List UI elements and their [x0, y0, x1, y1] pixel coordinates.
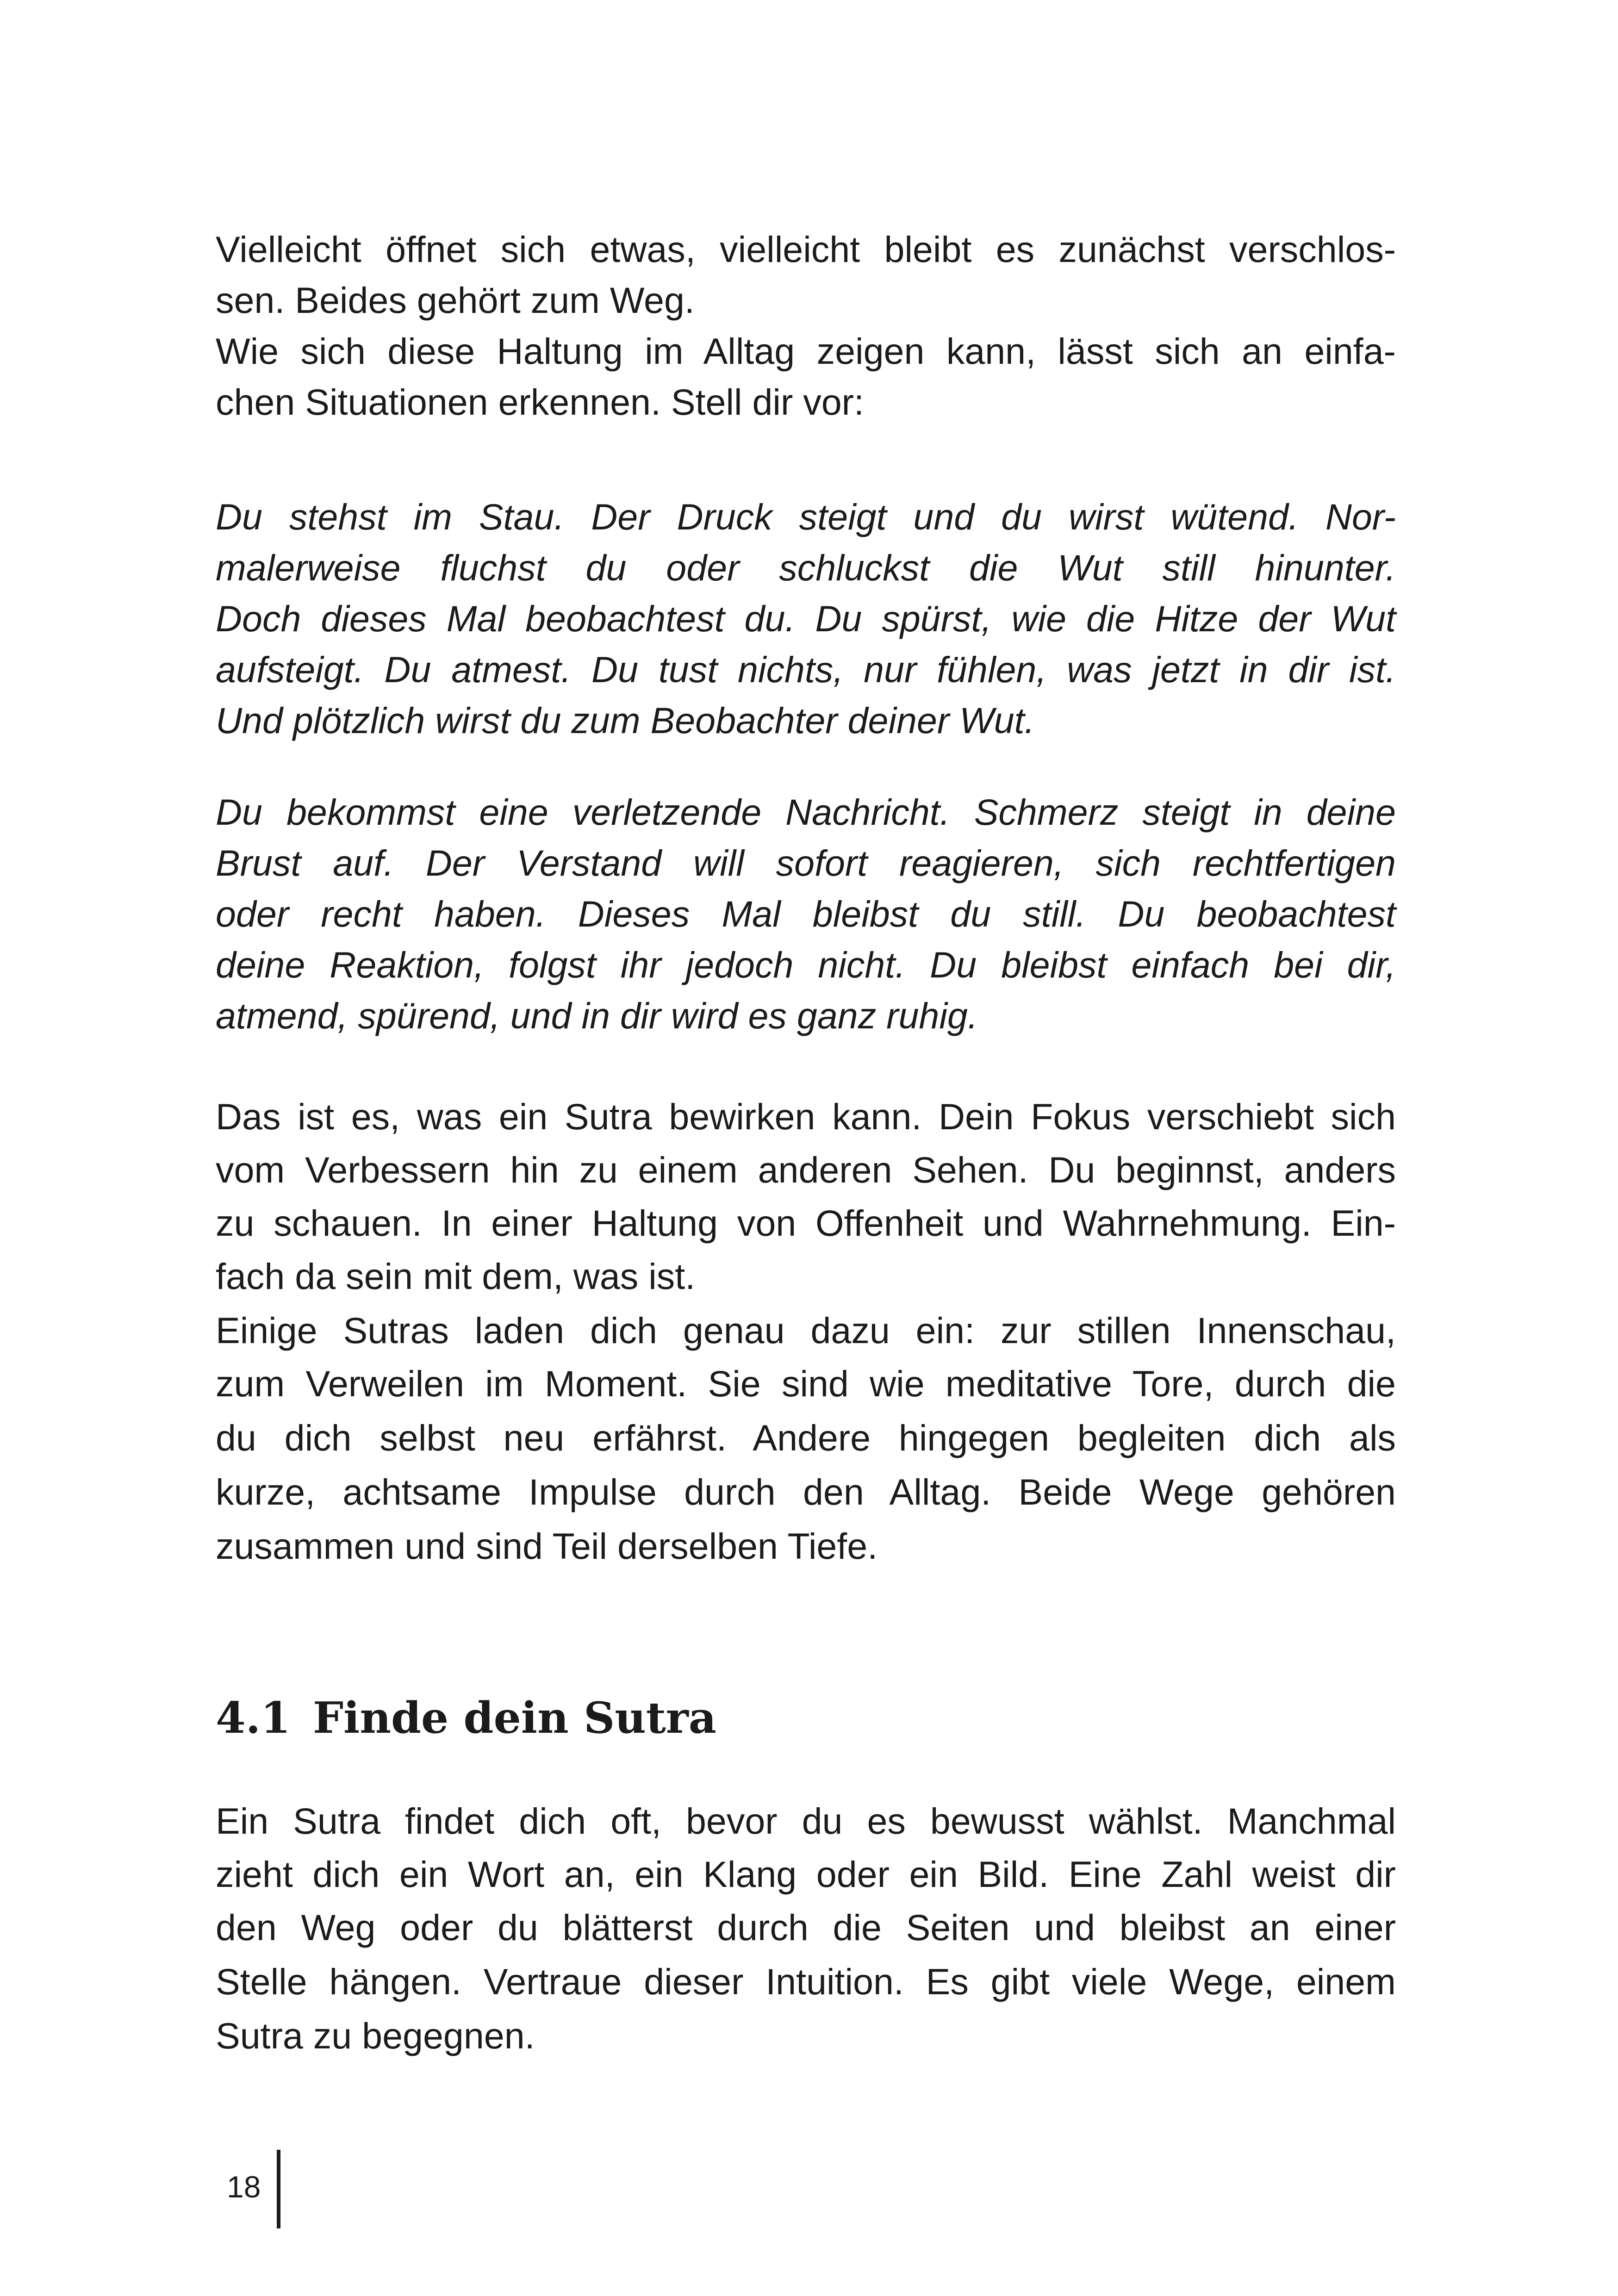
text-line: Sutra zu begegnen.: [216, 2015, 535, 2056]
text-line: vom Verbessern hin zu einem anderen Sehen. Du beginnst, anders: [216, 1149, 1396, 1190]
text-line: Und plötzlich wirst du zum Beobachter deiner Wut.: [216, 700, 1035, 741]
section-title: Finde dein Sutra: [313, 1692, 717, 1743]
text-line: sen. Beides gehört zum Weg.: [216, 280, 695, 321]
text-line: Stelle hängen. Vertraue dieser Intuition. Es gibt viele Wege, einem: [216, 1961, 1396, 2002]
text-line: fach da sein mit dem, was ist.: [216, 1256, 696, 1297]
text-line: Du stehst im Stau. Der Druck steigt und du wirst wütend. Nor-: [216, 496, 1396, 537]
page-number: 18: [227, 2170, 261, 2204]
text-line: Vielleicht öffnet sich etwas, vielleicht bleibt es zunächst verschlos-: [216, 229, 1396, 270]
text-line: atmend, spürend, und in dir wird es ganz ruhig.: [216, 995, 978, 1036]
text-line: zu schauen. In einer Haltung von Offenheit und Wahrnehmung. Ein-: [216, 1202, 1396, 1244]
text-line: deine Reaktion, folgst ihr jedoch nicht. Du bleibst einfach bei dir,: [216, 944, 1396, 985]
section-heading: [216, 1690, 716, 1746]
section-number: 4.1: [216, 1692, 291, 1743]
text-line: Brust auf. Der Verstand will sofort reagieren, sich rechtfertigen: [216, 842, 1396, 884]
text-line: Du bekommst eine verletzende Nachricht. Schmerz steigt in deine: [216, 791, 1396, 833]
text-line: Wie sich diese Haltung im Alltag zeigen kann, lässt sich an einfa-: [216, 330, 1396, 372]
text-line: chen Situationen erkennen. Stell dir vor:: [216, 381, 864, 423]
text-line: Einige Sutras laden dich genau dazu ein: zur stillen Innenschau,: [216, 1310, 1396, 1351]
text-line: malerweise fluchst du oder schluckst die Wut still hinunter.: [216, 547, 1396, 588]
text-line: zum Verweilen im Moment. Sie sind wie meditative Tore, durch die: [216, 1363, 1396, 1404]
text-line: Doch dieses Mal beobachtest du. Du spürst, wie die Hitze der Wut: [216, 598, 1396, 639]
text-line: zusammen und sind Teil derselben Tiefe.: [216, 1525, 878, 1567]
text-line: aufsteigt. Du atmest. Du tust nichts, nur fühlen, was jetzt in dir ist.: [216, 649, 1396, 690]
text-line: Ein Sutra findet dich oft, bevor du es bewusst wählst. Manchmal: [216, 1800, 1396, 1842]
text-line: du dich selbst neu erfährst. Andere hingegen begleiten dich als: [216, 1417, 1396, 1458]
text-line: kurze, achtsame Impulse durch den Alltag. Beide Wege gehören: [216, 1471, 1396, 1512]
text-line: Das ist es, was ein Sutra bewirken kann. Dein Fokus verschiebt sich: [216, 1096, 1396, 1137]
text-line: oder recht haben. Dieses Mal bleibst du still. Du beobachtest: [216, 893, 1396, 934]
text-line: zieht dich ein Wort an, ein Klang oder ein Bild. Eine Zahl weist dir: [216, 1854, 1396, 1895]
text-line: den Weg oder du blätterst durch die Seiten und bleibst an einer: [216, 1907, 1396, 1948]
page-number-rule: [277, 2150, 280, 2228]
